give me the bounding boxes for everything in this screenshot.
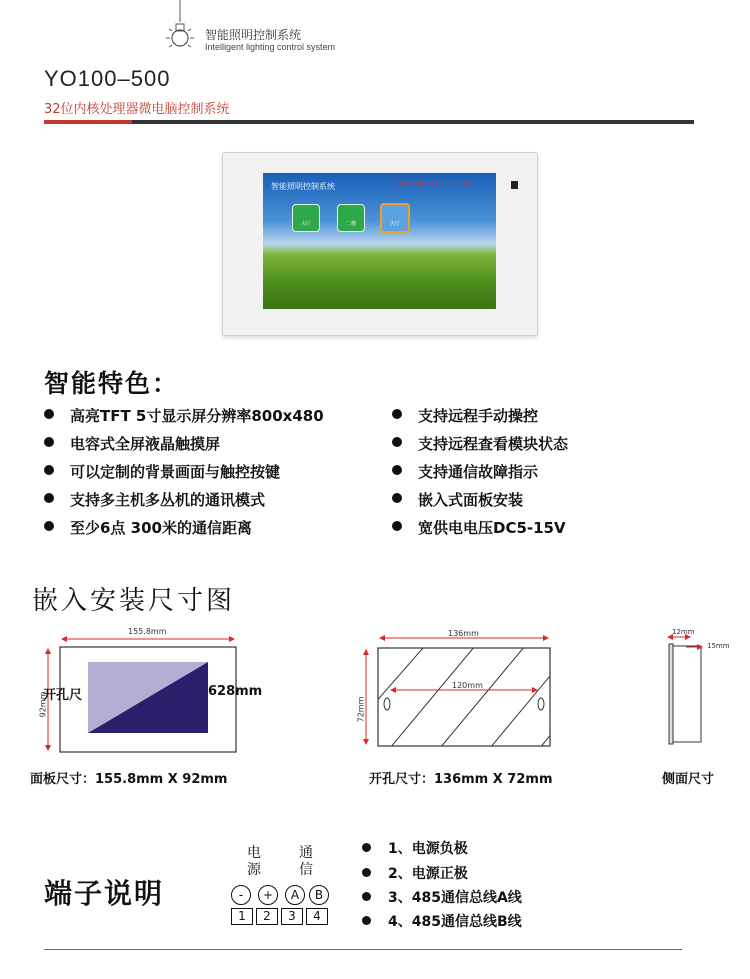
product-model: YO100–500 bbox=[44, 66, 171, 91]
terminal-desc-1: 1、电源负极 bbox=[388, 841, 468, 857]
bullet-icon bbox=[392, 409, 402, 419]
bullet-icon bbox=[362, 843, 371, 852]
bullet-icon bbox=[44, 521, 54, 531]
cutout-caption: 开孔尺寸：136mm X 72mm bbox=[369, 772, 553, 787]
feature-left-2: 电容式全屏液晶触摸屏 bbox=[70, 435, 221, 453]
screen-tile-hall: 大厅 bbox=[292, 204, 320, 232]
panel-overlay-text-right: 628mm bbox=[208, 684, 263, 699]
side-top-label: 12mm bbox=[672, 628, 695, 636]
cutout-width-label: 136mm bbox=[448, 629, 479, 638]
power-group-label: 电源 bbox=[247, 845, 261, 878]
terminal-desc-2: 2、电源正极 bbox=[388, 866, 468, 882]
device-sensor bbox=[511, 181, 518, 189]
bullet-icon bbox=[44, 465, 54, 475]
bullet-icon bbox=[362, 868, 371, 877]
install-title: 嵌入安装尺寸图 bbox=[32, 586, 236, 616]
brand-name-en: Intelligent lighting control system bbox=[205, 42, 336, 52]
features-title: 智能特色： bbox=[44, 369, 180, 398]
footer-divider bbox=[44, 949, 682, 950]
header-divider-accent bbox=[44, 120, 132, 124]
screen-tile-selected: 大厅 bbox=[380, 203, 410, 233]
terminal-minus-icon: - bbox=[231, 885, 251, 905]
terminal-number: 4 bbox=[306, 908, 328, 925]
panel-height-label: 92mm bbox=[38, 691, 48, 718]
comm-group-label: 通信 bbox=[299, 845, 313, 878]
cutout-drawing bbox=[360, 638, 620, 760]
terminal-a-icon: A bbox=[285, 885, 305, 905]
feature-right-5: 宽供电电压DC5-15V bbox=[418, 519, 566, 537]
side-right-label: 15mm bbox=[707, 642, 730, 650]
feature-left-5: 至少6点 300米的通信距离 bbox=[70, 519, 252, 537]
panel-width-label: 155.8mm bbox=[128, 627, 167, 636]
terminal-desc-4: 4、485通信总线B线 bbox=[388, 914, 522, 930]
screen-tile-second-floor: 二楼 bbox=[337, 204, 365, 232]
terminal-number: 1 bbox=[231, 908, 253, 925]
header-divider bbox=[44, 120, 694, 124]
side-drawing bbox=[668, 637, 702, 744]
bullet-icon bbox=[362, 916, 371, 925]
terminals-title: 端子说明 bbox=[44, 877, 165, 910]
bullet-icon bbox=[392, 521, 402, 531]
feature-right-3: 支持通信故障指示 bbox=[418, 463, 539, 481]
bullet-icon bbox=[392, 493, 402, 503]
lightbulb-icon bbox=[160, 0, 200, 52]
panel-overlay-text-left: 开孔尺 bbox=[43, 688, 83, 703]
bullet-icon bbox=[44, 493, 54, 503]
bullet-icon bbox=[392, 437, 402, 447]
terminal-desc-3: 3、485通信总线A线 bbox=[388, 890, 522, 906]
bullet-icon bbox=[44, 437, 54, 447]
bullet-icon bbox=[44, 409, 54, 419]
terminal-number: 3 bbox=[281, 908, 303, 925]
feature-left-1: 高亮TFT 5寸显示屏分辨率800x480 bbox=[70, 407, 324, 425]
screen-title: 智能照明控制系统 bbox=[271, 182, 335, 191]
terminal-number: 2 bbox=[256, 908, 278, 925]
screen-datetime: 2017-06-23 13:13:12 bbox=[397, 180, 472, 188]
bullet-icon bbox=[362, 892, 371, 901]
terminal-plus-icon: + bbox=[258, 885, 278, 905]
feature-right-2: 支持远程查看模块状态 bbox=[418, 435, 569, 453]
feature-left-4: 支持多主机多丛机的通讯模式 bbox=[70, 491, 266, 509]
terminal-b-icon: B bbox=[309, 885, 329, 905]
product-subtitle: 32位内核处理器微电脑控制系统 bbox=[44, 102, 230, 117]
device-screen bbox=[263, 173, 496, 309]
cutout-inner-label: 120mm bbox=[452, 681, 483, 690]
brand-name-cn: 智能照明控制系统 bbox=[205, 28, 302, 42]
panel-caption: 面板尺寸：155.8mm X 92mm bbox=[30, 772, 228, 787]
feature-right-1: 支持远程手动操控 bbox=[418, 407, 539, 425]
bullet-icon bbox=[392, 465, 402, 475]
cutout-height-label: 72mm bbox=[356, 696, 366, 723]
dimension-drawings bbox=[0, 620, 750, 760]
feature-right-4: 嵌入式面板安装 bbox=[418, 491, 524, 509]
feature-left-3: 可以定制的背景画面与触控按键 bbox=[70, 463, 281, 481]
side-caption: 侧面尺寸 bbox=[662, 772, 715, 787]
